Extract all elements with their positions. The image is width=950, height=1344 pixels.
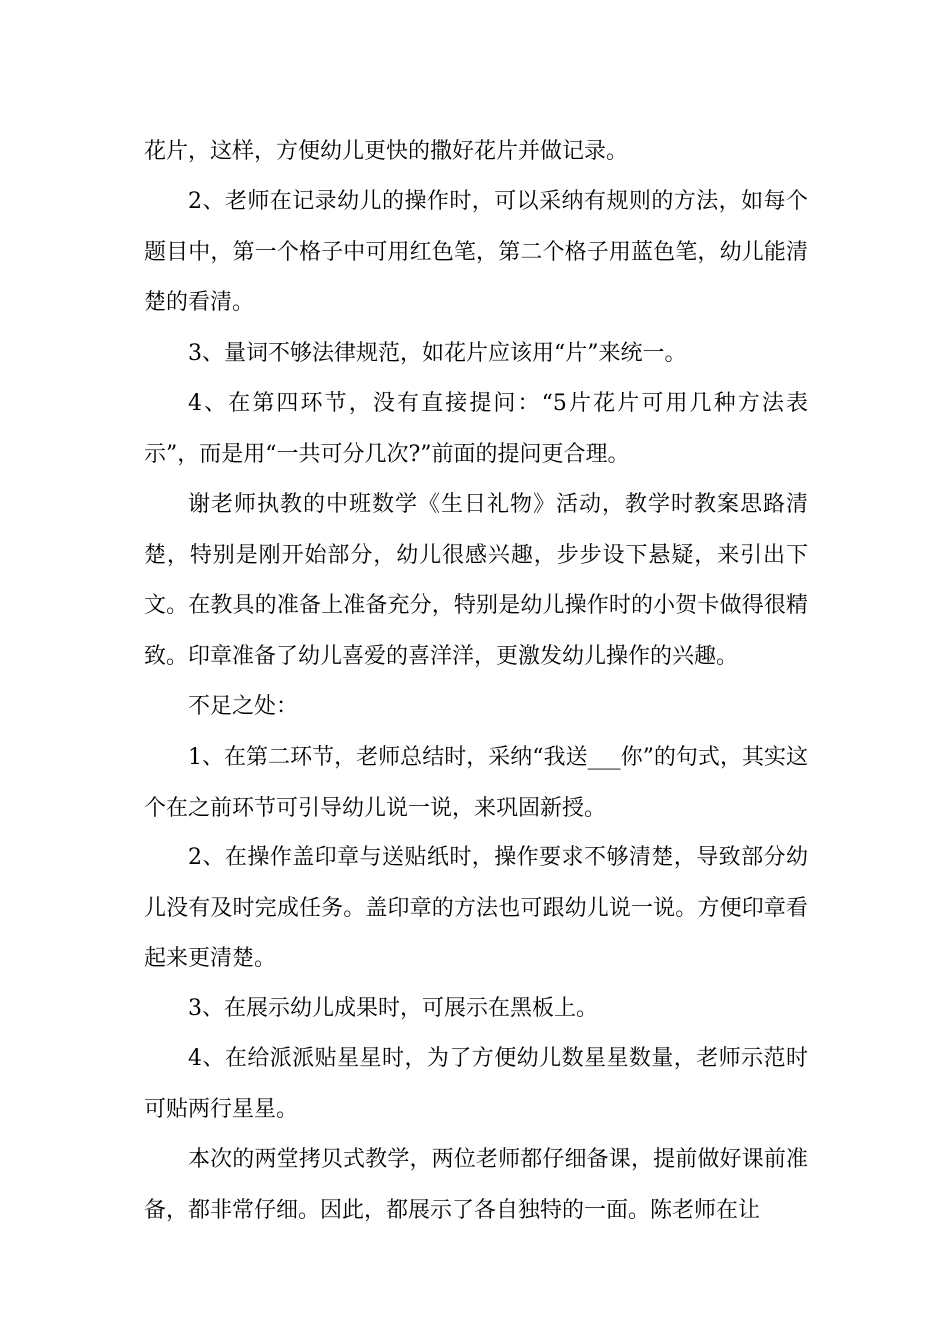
paragraph-item-4-question: 4、在第四环节，没有直接提问：“5片花片可用几种方法表示”，而是用“一共可分几次?”前面的提问更合理。: [144, 391, 808, 467]
paragraph-shortcoming-4: 4、在给派派贴星星时，为了方便幼儿数星星数量，老师示范时可贴两行星星。: [144, 1046, 808, 1122]
paragraph-shortcomings-heading: 不足之处：: [188, 694, 299, 719]
paragraph-shortcoming-3: 3、在展示幼儿成果时，可展示在黑板上。: [188, 996, 598, 1021]
paragraph-xie-teacher-review: 谢老师执教的中班数学《生日礼物》活动，教学时教案思路清楚，特别是刚开始部分，幼儿很感兴趣，步步设下悬疑，来引出下文。在教具的准备上准备充分，特别是幼儿操作时的小贺卡做得很精致。印章准备了幼儿喜爱的喜洋洋，更激发幼儿操作的兴趣。: [144, 492, 808, 669]
paragraph-shortcoming-1: 1、在第二环节，老师总结时，采纳“我送___你”的句式，其实这个在之前环节可引导幼儿说一说，来巩固新授。: [144, 745, 808, 821]
paragraph-shortcoming-2: 2、在操作盖印章与送贴纸时，操作要求不够清楚，导致部分幼儿没有及时完成任务。盖印章的方法也可跟幼儿说一说。方便印章看起来更清楚。: [144, 845, 808, 971]
paragraph-continuation: 花片，这样，方便幼儿更快的撒好花片并做记录。: [144, 139, 629, 164]
paragraph-item-2-recording: 2、老师在记录幼儿的操作时，可以采纳有规则的方法，如每个题目中，第一个格子中可用红色笔，第二个格子用蓝色笔，幼儿能清楚的看清。: [144, 189, 808, 315]
paragraph-item-3-measure-word: 3、量词不够法律规范，如花片应该用“片”来统一。: [188, 341, 687, 366]
paragraph-summary: 本次的两堂拷贝式教学，两位老师都仔细备课，提前做好课前准备，都非常仔细。因此，都展示了各自独特的一面。陈老师在让: [144, 1147, 808, 1223]
